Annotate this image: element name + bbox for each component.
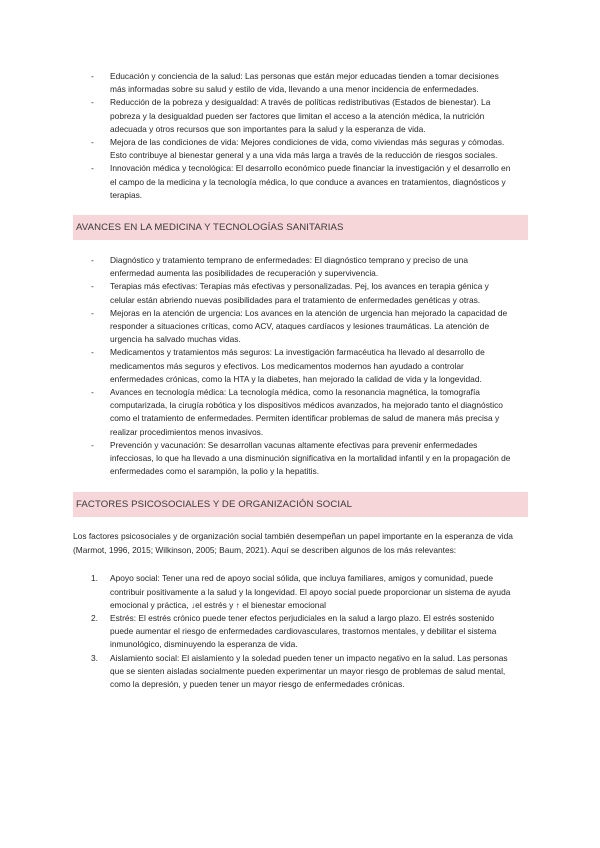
list-item: - Prevención y vacunación: Se desarrollan vacunas altamente efectivas para prevenir enfermedades infecciosas, lo que ha llevado a una disminución significativa en la mortalidad infantil y en la propagación de enfermedades como el sarampión, la polio y la hepatitis. — [91, 439, 511, 477]
bullet: - — [91, 163, 94, 174]
list-item: - Avances en tecnología médica: La tecnología médica, como la resonancia magnética, la tomografía computarizada, la cirugía robótica y los dispositivos médicos avanzados, ha mejorado tanto el diagnóstico como el tratamiento de enfermedades. Permiten identificar problemas de salud de manera más precisa y realizar procedimientos menos invasivos. — [91, 387, 503, 437]
list-item: - Medicamentos y tratamientos más seguros: La investigación farmacéutica ha llevado al desarrollo de medicamentos más seguros y efectivos. Los medicamentos modernos han ayudado a controlar enfermedades crónicas, como la HTA y la diabetes, han mejorado la calidad de vida y la longevidad. — [91, 347, 485, 384]
list-item: - Reducción de la pobreza y desigualdad: A través de políticas redistributivas (Estados de bienestar). La pobreza y la desigualdad pueden ser factores que limitan el acceso a la atención médica, la nutrición adecuada y otros recursos que son importantes para la salud y la esperanza de vida. — [91, 97, 491, 134]
list-item: - Terapias más efectivas: Terapias más efectivas y personalizadas. Pej, los avances en terapia génica y celular están abriendo nuevas posibilidades para el tratamiento de enfermedades genéticas y otras. — [91, 281, 489, 305]
list-item: - Mejoras en la atención de urgencia: Los avances en la atención de urgencia han mejorado la capacidad de responder a situaciones críticas, como ACV, ataques cardíacos y lesiones traumáticas. La atención de urgencia ha salvado muchas vidas. — [91, 307, 508, 345]
list-item: 2. Estrés: El estrés crónico puede tener efectos perjudiciales en la salud a largo plazo. El estrés sostenido puede aumentar el riesgo de enfermedades cardiovasculares, trastornos mentales, y debilitar el sistema inmunológico, disminuyendo la esperanza de vida. — [91, 612, 497, 650]
section3-list — [91, 572, 511, 691]
list-item: - Innovación médica y tecnológica: El desarrollo económico puede financiar la investigación y el desarrollo en el campo de la medicina y la tecnología médica, lo que conduce a avances en tratamientos, diagnósticos y terapias. — [91, 163, 511, 200]
bullet: - — [91, 387, 94, 398]
section3-intro: Los factores psicosociales y de organización social también desempeñan un papel importante en la esperanza de vida (Marmot, 1996, 2015; Wilkinson, 2005; Baum, 2021). Aquí se describen algunos de los más relevantes: — [73, 531, 513, 555]
item-number: 1. — [91, 573, 98, 584]
bullet: - — [91, 137, 94, 148]
bullet: - — [91, 281, 94, 292]
section-heading-factores: FACTORES PSICOSOCIALES Y DE ORGANIZACIÓN SOCIAL — [73, 492, 528, 517]
bullet: - — [91, 255, 94, 266]
item-number: 3. — [91, 652, 98, 663]
section1-list — [91, 70, 511, 202]
bullet: - — [91, 97, 94, 108]
bullet: - — [91, 71, 94, 81]
section2-list — [91, 254, 511, 478]
bullet: - — [91, 347, 94, 358]
list-item: - Diagnóstico y tratamiento temprano de enfermedades: El diagnóstico temprano y preciso de una enfermedad aumenta las posibilidades de recuperación y supervivencia. — [91, 255, 469, 279]
bullet: - — [91, 439, 94, 450]
list-item: 3. Aislamiento social: El aislamiento y la soledad pueden tener un impacto negativo en la salud. Las personas que se sienten aisladas socialmente pueden experimentar un mayor riesgo de problemas de salud mental, como la depresión, y pueden tener un mayor riesgo de enfermedades crónicas. — [91, 652, 508, 689]
item-number: 2. — [91, 612, 98, 623]
list-item: - Mejora de las condiciones de vida: Mejores condiciones de vida, como viviendas más seguras y cómodas. Esto contribuye al bienestar general y a una vida más larga a través de la reducción de riesgos sociales. — [91, 137, 505, 161]
bullet: - — [91, 307, 94, 318]
list-item: 1. Apoyo social: Tener una red de apoyo social sólida, que incluya familiares, amigos y comunidad, puede contribuir positivamente a la salud y la longevidad. El apoyo social puede proporcionar un sistema de ayuda emocional y práctica, ↓el estrés y ↑ el bienestar emocional — [91, 573, 511, 610]
list-item: - Educación y conciencia de la salud: Las personas que están mejor educadas tienden a tomar decisiones más informadas sobre su salud y estilo de vida, llevando a una menor incidencia de enfermedades. — [91, 71, 499, 95]
section-heading-avances: AVANCES EN LA MEDICINA Y TECNOLOGÍAS SANITARIAS — [73, 215, 528, 240]
